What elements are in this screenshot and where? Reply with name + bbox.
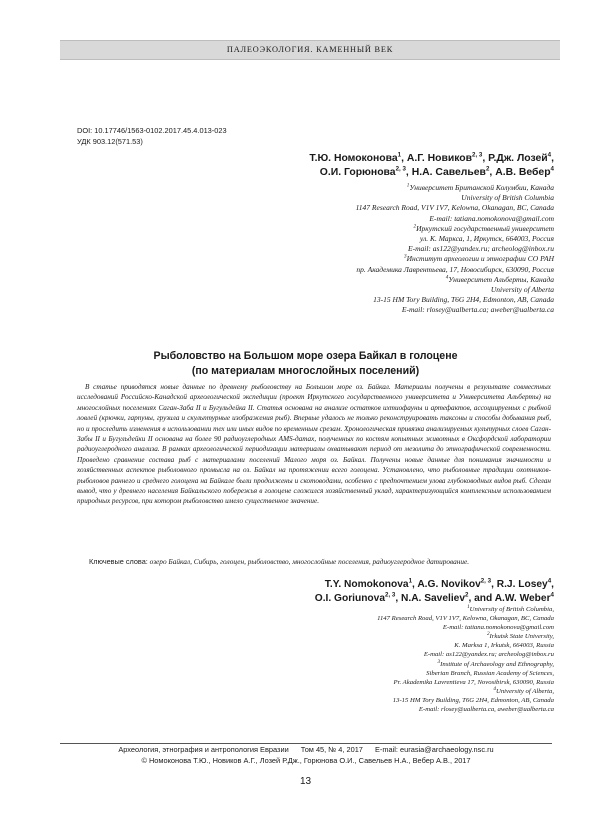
affiliation-line: $^3$Institute of Archaeology and Ethnography, [437,658,554,668]
journal-name: Археология, этнография и антропология Евразии [118,745,289,754]
affiliations-ru [356,183,554,316]
affiliation-line: $^2$Иркутский государственный университет [413,223,554,233]
affiliation-line: $^1$Университет Британской Колумбии, Канада [406,182,554,192]
affiliation-line: ул. К. Маркса, 1, Иркутск, 664003, Россия [419,234,554,244]
footer-divider [60,743,552,744]
affiliation-line: пр. Академика Лаврентьева, 17, Новосибирск, 630090, Россия [356,264,554,274]
affiliation-line: Siberian Branch, Russian Academy of Sciences, [426,669,554,677]
authors-en-line-1: T.Y. Nomokonova$^1$, A.G. Novikov$^{2, 3}$, R.J. Losey$^4$, [324,577,554,590]
author-name: Р.Дж. Лозей [488,153,548,164]
footer-journal-line [60,745,552,754]
footer-copyright: © Номоконова Т.Ю., Новиков А.Г., Лозей Р.Дж., Горюнова О.И., Савельев Н.А., Вебер А.В., 2017 [141,756,471,765]
author-name: О.И. Горюнова [319,167,396,178]
author-affiliation-mark: 2, 3 [395,165,406,173]
author-affiliation-mark: 4 [547,577,552,585]
affiliation-email[interactable]: E-mail: rlosey@ualberta.ca, aweber@ualberta.ca [418,706,554,714]
affiliation-email[interactable]: E-mail: as122@yandex.ru; archeolog@inbox.ru [423,651,554,659]
author-name: R.J. Losey [496,579,548,590]
affiliation-line: 1147 Research Road, V1V 1V7, Kelowna, Okanagan, BC, Canada [377,615,554,623]
page-number: 13 [299,776,312,787]
affiliation-line: $^4$Университет Альберты, Канада [445,274,554,284]
affiliation-email[interactable]: E-mail: rlosey@ualberta.ca; aweber@ualberta.ca [401,305,554,315]
author-affiliation-mark: 2, 3 [472,151,483,159]
affiliation-line: University of British Columbia [461,193,554,203]
author-name: Т.Ю. Номоконова [309,153,398,164]
keywords [89,557,559,567]
title-line-2: (по материалам многослойных поселений) [191,365,420,377]
affiliation-line: University of Alberta [490,285,554,295]
author-name: A.G. Novikov [417,579,481,590]
affiliation-line: 13-15 HM Tory Building, T6G 2H4, Edmonton, AB, Canada [373,295,554,305]
author-name: A.W. Weber [494,593,551,604]
title-line-1: Рыболовство на Большом море озера Байкал в голоцене [153,350,458,362]
authors-ru-line-2: О.И. Горюнова$^{2, 3}$, Н.А. Савельев$^2$, А.В. Вебер$^4$ [319,165,554,178]
author-name: T.Y. Nomokonova [324,579,409,590]
keywords-label: Ключевые слова: [89,557,148,566]
abstract: В статье приводятся новые данные по древнему рыболовству на Большом море оз. Байкал. Материалы получены в результате совместных исследований Российско-Канадской археологической экспедиции (проект Иркутского государственного университета и Университета Альберты) на многослойных поселениях Саган-Заба II и Бугульдейка II. Статья основана на анализе остатков ихтиофауны и артефактов, ассоциируемых с рыбной ловлей (крючки, гарпуны, грузила и скульптурные изображения рыб). Впервые удалось не только реконструировать таксоны и способы добывания рыб, но и проследить изменения в использовании тех или иных видов по временным срезам. Хронологическая привязка анализируемых культурных слоев Саган-Забы II и Бугульдейки II основана на более 90 радиоуглеродных AMS-датах, полученных по костям копытных животных в Оксфордской лаборатории радиоуглеродного анализа. В рамках археологической периодизации материалы охватывают период от мезолита до этнографической современности. Проведено сравнение состава рыб с материалами поселений Малого моря оз. Байкал. Получены новые данные для понимания значимости и хозяйственных аспектов рыболовного промысла на оз. Байкал на протяжении всего голоцена. Установлено, что рыболовные традиции охотников-рыболовов раннего и среднего голоцена на Байкале были продолжены и скотоводами, особенно с предпочтением улова глубоководных видов рыб. Сделан вывод, что у древнего населения Байкальского побережья в голоцене сложился хозяйственный уклад, характеризующийся комплексным использованием природных ресурсов, при котором рыболовство имело существенное значение. [77,383,551,506]
author-name: А.Г. Новиков [406,153,473,164]
journal-email[interactable]: E-mail: eurasia@archaeology.nsc.ru [374,745,494,754]
authors-ru [309,152,554,180]
authors-en-line-2: O.I. Goriunova$^{2, 3}$, N.A. Saveliev$^2$, and A.W. Weber$^4$ [314,591,554,604]
author-affiliation-mark: 4 [547,151,552,159]
authors-ru-line-1: Т.Ю. Номоконова$^1$, А.Г. Новиков$^{2, 3}$, Р.Дж. Лозей$^4$, [309,151,554,164]
affiliation-line: 1147 Research Road, V1V 1V7, Kelowna, Okanagan, BC, Canada [355,203,554,213]
affiliation-line: $^2$Irkutsk State University, [486,631,554,641]
author-affiliation-mark: 2 [465,591,469,599]
author-affiliation-mark: 2, 3 [385,591,396,599]
section-header [60,40,560,60]
affiliation-line: K. Marksa 1, Irkutsk, 664003, Russia [454,642,554,650]
affiliation-line: $^4$University of Alberta, [493,685,554,695]
author-affiliation-mark: 4 [550,165,554,173]
section-title: ПАЛЕОЭКОЛОГИЯ. КАМЕННЫЙ ВЕК [226,45,394,54]
affiliation-email[interactable]: E-mail: tatiana.nomokonova@gmail.com [442,624,554,632]
author-affiliation-mark: 1 [397,151,402,159]
author-name: Н.А. Савельев [411,167,486,178]
author-name: N.A. Saveliev [401,593,465,604]
author-name: А.В. Вебер [495,167,551,178]
author-affiliation-mark: 4 [550,591,554,599]
affiliation-email[interactable]: E-mail: as122@yandex.ru; archeolog@inbox.ru [408,244,554,254]
author-affiliation-mark: 2 [485,165,490,173]
author-affiliation-mark: 1 [408,577,413,585]
authors-en [315,578,554,606]
affiliation-line: $^3$Институт археологии и этнографии СО РАН [403,253,554,264]
doi[interactable]: DOI: 10.17746/1563-0102.2017.45.4.013-023 [77,126,227,135]
article-title [60,349,551,379]
udk: УДК 903.12(571.53) [77,137,143,146]
affiliation-email[interactable]: E-mail: tatiana.nomokonova@gmail.com [429,213,554,223]
author-affiliation-mark: 2, 3 [480,577,492,585]
affiliations-en [377,605,554,714]
affiliation-line: Pr. Akademika Lavrentieva 17, Novosibirsk, 630090, Russia [393,678,554,686]
journal-volume: Том 45, № 4, 2017 [300,745,363,754]
affiliation-line: 13-15 HM Tory Building, T6G 2H4, Edmonton, AB, Canada [392,696,554,704]
author-name: O.I. Goriunova [314,593,385,604]
keywords-value: озеро Байкал, Сибирь, голоцен, рыболовство, многослойные поселения, радиоуглеродное датирование. [149,557,470,566]
affiliation-line: $^1$University of British Columbia, [467,603,554,613]
